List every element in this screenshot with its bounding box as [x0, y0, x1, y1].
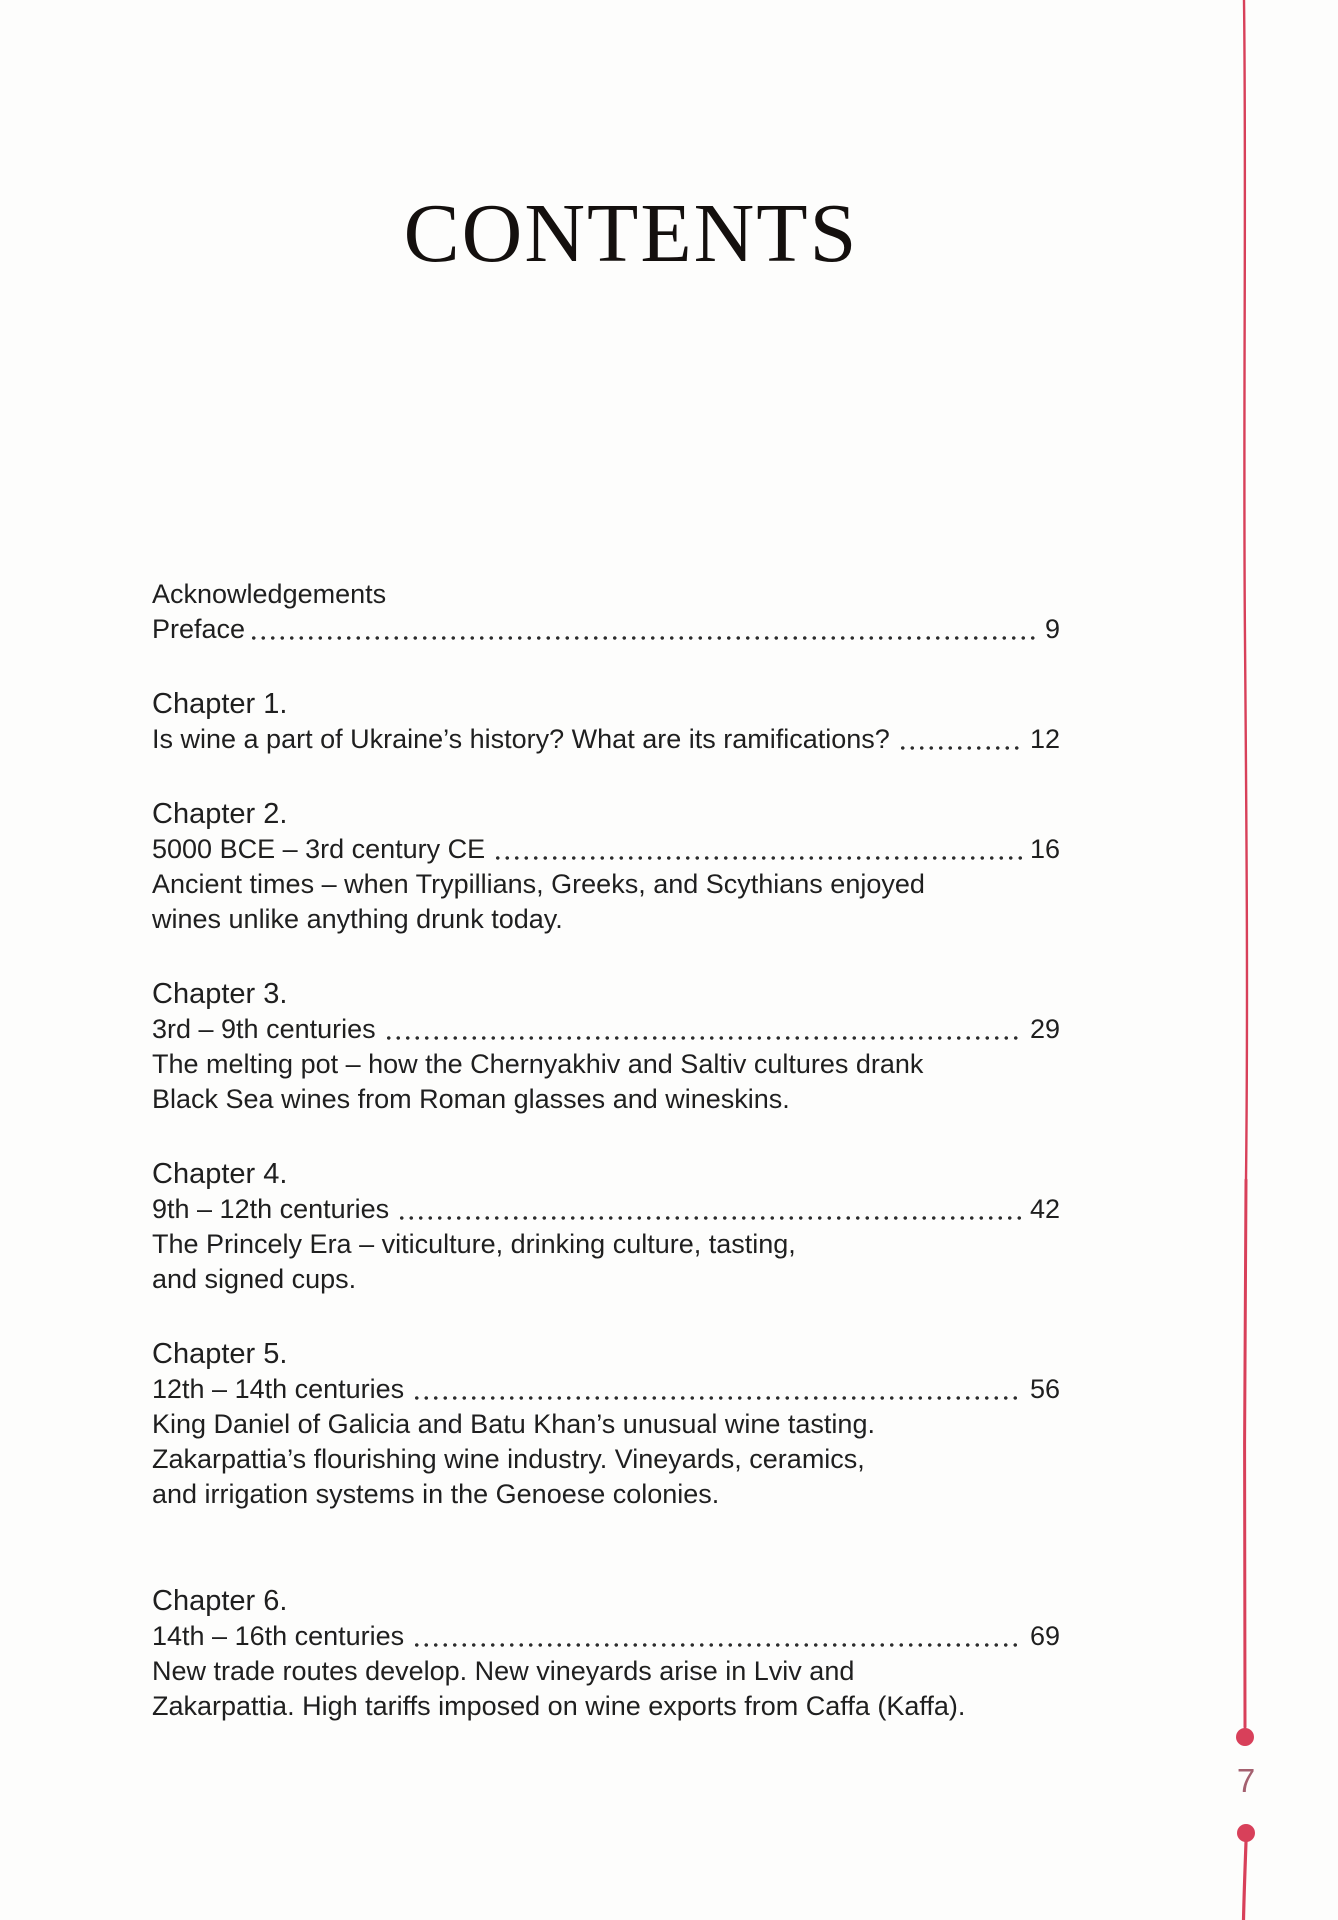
- dot-leader: [249, 635, 1037, 641]
- toc-entry-row: [152, 1192, 1060, 1227]
- toc-entry-page-number: 12: [1029, 724, 1060, 754]
- chapter-description-line: Black Sea wines from Roman glasses and wineskins.: [152, 1084, 790, 1114]
- toc-entry-row: [152, 722, 1060, 757]
- chapter-heading: Chapter 4.: [152, 1158, 288, 1190]
- toc-entry-label: Is wine a part of Ukraine’s history? What are its ramifications?: [152, 724, 890, 754]
- chapter-heading: Chapter 6.: [152, 1585, 288, 1617]
- toc-entry-page-number: 42: [1029, 1194, 1060, 1224]
- toc-entry-row: [152, 1619, 1060, 1654]
- chapter-description-line: Zakarpattia. High tariffs imposed on wine exports from Caffa (Kaffa).: [152, 1691, 966, 1721]
- toc-entry-page-number: 9: [1044, 614, 1060, 644]
- chapter-description-line: wines unlike anything drunk today.: [152, 904, 563, 934]
- chapter-description-line: The melting pot – how the Chernyakhiv and Saltiv cultures drank: [152, 1049, 924, 1079]
- red-line-start-dot: [1237, 1824, 1255, 1842]
- chapter-heading: Chapter 2.: [152, 798, 288, 830]
- toc-entry-page-number: 29: [1029, 1014, 1060, 1044]
- toc-entry-row: [152, 1372, 1060, 1407]
- toc-page-content: [152, 0, 1060, 1724]
- chapter-description-line: New trade routes develop. New vineyards arise in Lviv and: [152, 1656, 855, 1686]
- dot-leader: [397, 1215, 1022, 1221]
- toc-entry-page-number: 56: [1029, 1374, 1060, 1404]
- chapter-description-line: The Princely Era – viticulture, drinking culture, tasting,: [152, 1229, 796, 1259]
- toc-chapter-5: [152, 1337, 1060, 1512]
- chapter-description-line: and signed cups.: [152, 1264, 357, 1294]
- toc-entry-label: Preface: [152, 614, 246, 644]
- toc-entry-label: 14th – 16th centuries: [152, 1621, 405, 1651]
- toc-entry-label: 5000 BCE – 3rd century CE: [152, 834, 486, 864]
- toc-chapter-3: [152, 977, 1060, 1117]
- dot-leader: [898, 745, 1022, 751]
- chapter-description-line: King Daniel of Galicia and Batu Khan’s unusual wine tasting.: [152, 1409, 875, 1439]
- dot-leader: [412, 1642, 1022, 1648]
- toc-entry-page-number: 16: [1029, 834, 1060, 864]
- toc-entry-preface: [152, 612, 1060, 647]
- toc-entry-label: 3rd – 9th centuries: [152, 1014, 376, 1044]
- chapter-heading: Chapter 5.: [152, 1338, 288, 1370]
- front-matter-section: [152, 577, 1060, 647]
- red-line-end-dot: [1236, 1728, 1254, 1746]
- chapter-description-line: Ancient times – when Trypillians, Greeks, and Scythians enjoyed: [152, 869, 925, 899]
- dot-leader: [412, 1395, 1022, 1401]
- toc-chapter-4: [152, 1157, 1060, 1297]
- toc-chapter-6: [152, 1584, 1060, 1724]
- toc-entry-row: [152, 832, 1060, 867]
- toc-chapter-2: [152, 797, 1060, 937]
- toc-entry-label: Acknowledgements: [152, 579, 387, 609]
- chapter-description-line: Zakarpattia’s flourishing wine industry. Vineyards, ceramics,: [152, 1444, 865, 1474]
- page-number: 7: [1236, 1762, 1256, 1799]
- dot-leader: [384, 1035, 1022, 1041]
- chapter-heading: Chapter 3.: [152, 978, 288, 1010]
- toc-chapter-1: [152, 687, 1060, 757]
- toc-entry-label: 12th – 14th centuries: [152, 1374, 405, 1404]
- dot-leader: [493, 855, 1022, 861]
- chapter-heading: Chapter 1.: [152, 688, 288, 720]
- toc-entry-row: [152, 1012, 1060, 1047]
- chapter-description-line: and irrigation systems in the Genoese colonies.: [152, 1479, 720, 1509]
- page-title: CONTENTS: [403, 187, 859, 280]
- toc-entry-acknowledgements: [152, 577, 1060, 612]
- toc-entry-page-number: 69: [1029, 1621, 1060, 1651]
- toc-entry-label: 9th – 12th centuries: [152, 1194, 390, 1224]
